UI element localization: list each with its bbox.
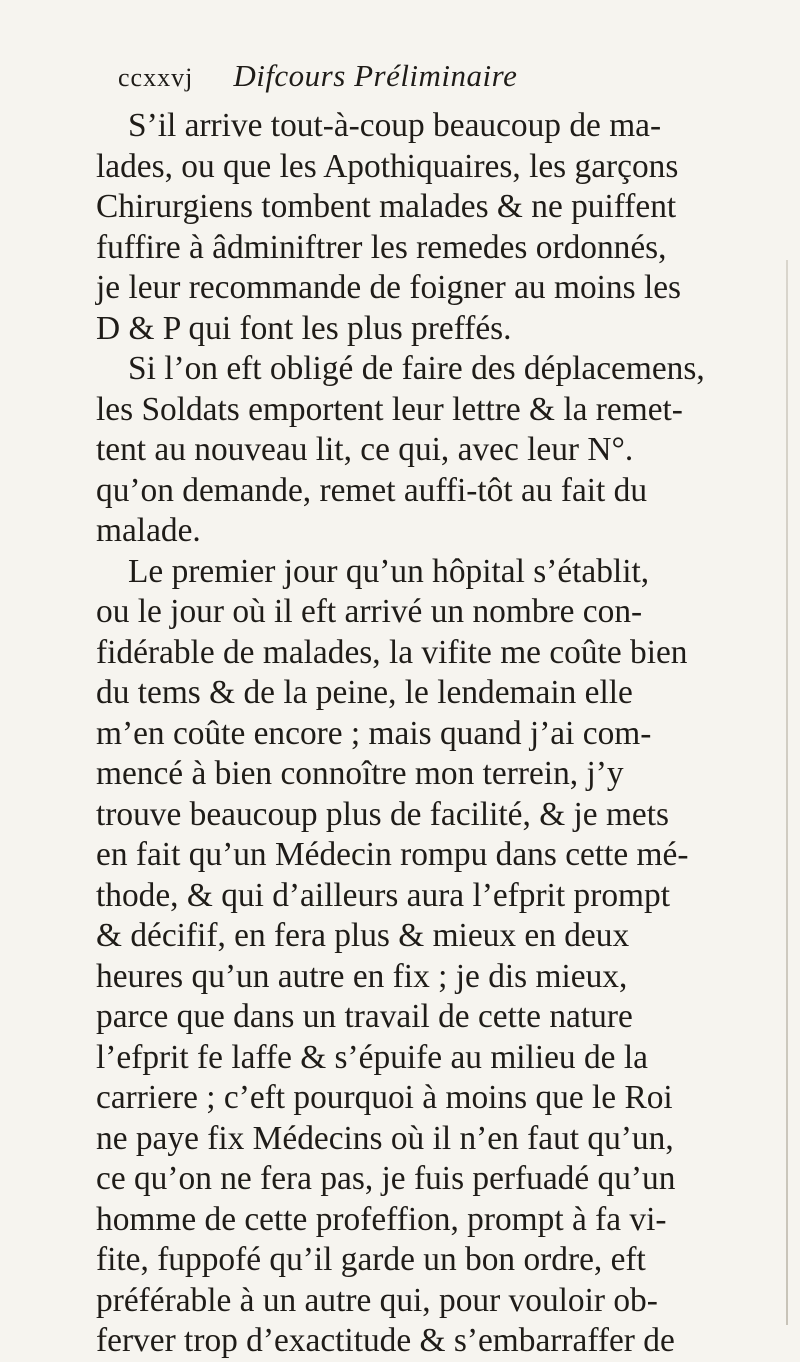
text-line: ou le jour où il eft arrivé un nombre con- xyxy=(96,593,643,630)
text-line: mencé à bien connoître mon terrein, j’y xyxy=(96,755,624,792)
text-line: parce que dans un travail de cette nature xyxy=(96,998,633,1035)
text-line: préférable à un autre qui, pour vouloir ob- xyxy=(96,1281,658,1319)
text-line: Si l’on eft obligé de faire des déplacemens, xyxy=(128,350,705,387)
text-line: ne paye fix Médecins où il n’en faut qu’un, xyxy=(96,1119,674,1157)
text-line: ce qu’on ne fera pas, je fuis perfuadé qu’un xyxy=(96,1160,676,1197)
text-line: lades, ou que les Apothiquaires, les garçons xyxy=(96,147,679,185)
text-line: fite, fuppofé qu’il garde un bon ordre, eft xyxy=(96,1241,646,1278)
text-line: S’il arrive tout-à-coup beaucoup de ma- xyxy=(128,107,662,144)
text-line: tent au nouveau lit, ce qui, avec leur N°. xyxy=(96,431,634,468)
text-line: du tems & de la peine, le lendemain elle xyxy=(96,674,633,711)
text-line: Chirurgiens tombent malades & ne puiffent xyxy=(96,188,677,225)
running-title: Difcours Préliminaire xyxy=(233,58,518,93)
text-line: m’en coûte encore ; mais quand j’ai com- xyxy=(96,714,652,752)
text-line: trouve beaucoup plus de facilité, & je mets xyxy=(96,795,670,833)
text-line: heures qu’un autre en fix ; je dis mieux, xyxy=(96,957,628,995)
page-header xyxy=(118,58,758,108)
text-line: je leur recommande de foigner au moins les xyxy=(96,269,682,306)
page-edge-shadow xyxy=(786,260,788,1325)
text-line: thode, & qui d’ailleurs aura l’efprit prompt xyxy=(96,876,670,914)
text-line: malade. xyxy=(96,512,201,549)
text-line: en fait qu’un Médecin rompu dans cette mé- xyxy=(96,836,689,873)
text-line: les Soldats emportent leur lettre & la remet- xyxy=(96,390,683,428)
text-line: & décifif, en fera plus & mieux en deux xyxy=(96,917,630,954)
page-number: ccxxvj xyxy=(118,63,194,92)
text-line: fidérable de malades, la vifite me coûte bien xyxy=(96,633,688,671)
text-line: fuffire à âdminiftrer les remedes ordonnés, xyxy=(96,228,667,266)
text-line: ferver trop d’exactitude & s’embarraffer de xyxy=(96,1322,675,1359)
text-line: homme de cette profeffion, prompt à fa vi- xyxy=(96,1200,667,1238)
text-line: l’efprit fe laffe & s’épuife au milieu de la xyxy=(96,1038,648,1076)
body-text xyxy=(96,106,786,1362)
text-line: Le premier jour qu’un hôpital s’établit, xyxy=(128,552,650,590)
text-line: D & P qui font les plus preffés. xyxy=(96,309,512,347)
text-line: carriere ; c’eft pourquoi à moins que le Roi xyxy=(96,1079,673,1116)
text-line: qu’on demande, remet auffi-tôt au fait du xyxy=(96,471,648,509)
